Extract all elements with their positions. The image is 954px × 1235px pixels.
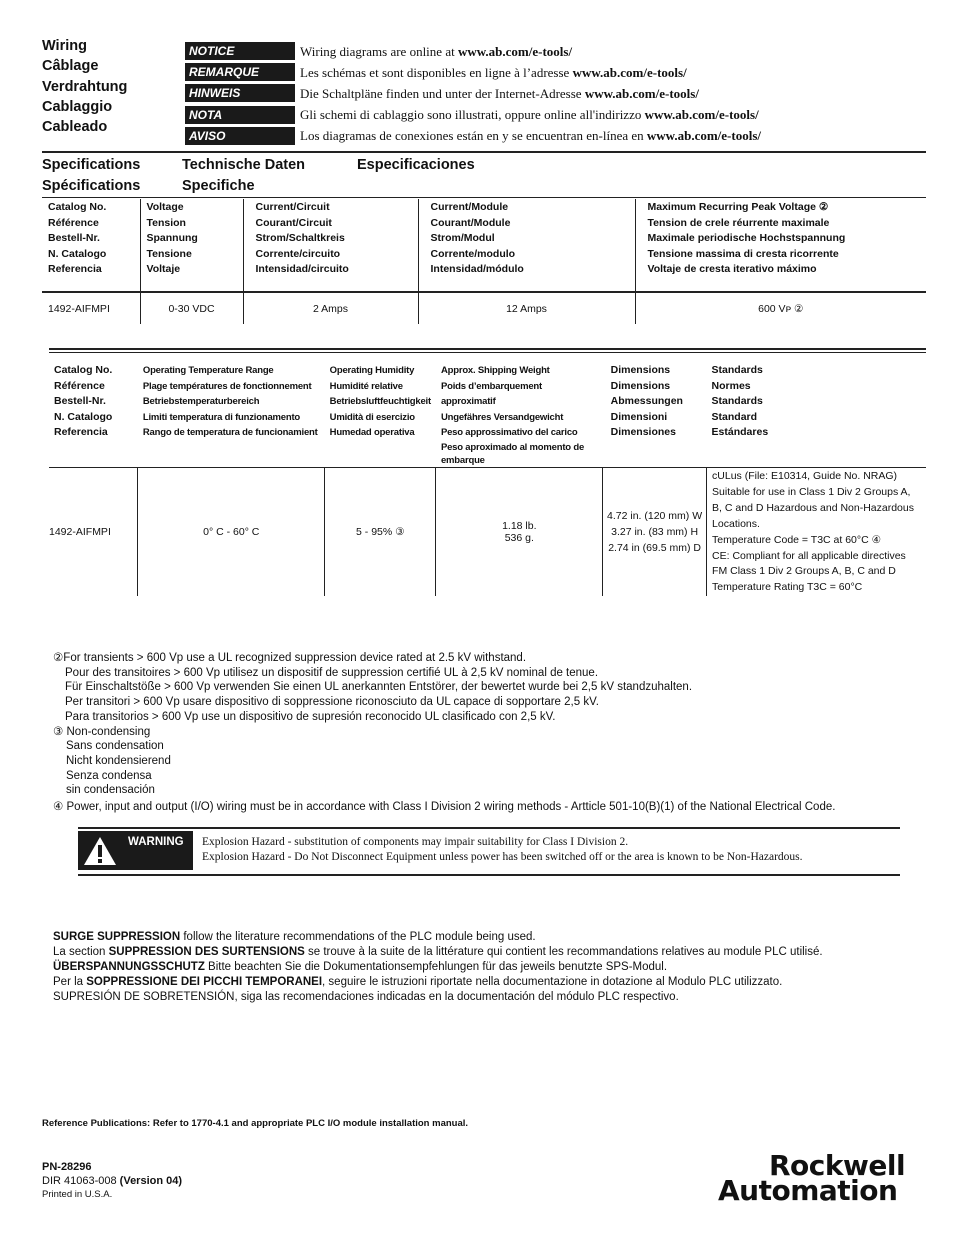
notice-row [185,105,761,126]
header-dimensions: Dimensions Dimensions Abmessungen Dimensioni Dimensiones [610,364,683,439]
header-current-circuit: Current/Circuit Courant/Circuit Strom/Schaltkreis Corrente/circuito Intensidad/circuito [243,199,418,292]
warning-label: WARNING [128,836,184,848]
notice-label: NOTICE [185,42,295,61]
header-current-module: Current/Module Courant/Module Strom/Modul Corrente/modulo Intensidad/módulo [418,199,635,292]
header-standards: Standards Normes Standards Standard Estándares [711,364,769,439]
surge-line: SURGE SUPPRESSION follow the literature recommendations of the PLC module being used. [53,931,536,943]
dir-number: DIR 41063-008 (Version 04) [42,1175,183,1187]
e-tools-link[interactable]: www.ab.com/e-tools/ [584,85,699,101]
header-peak-voltage: Maximum Recurring Peak Voltage ② Tension de crele réurrente maximale Maximale periodische Hochstspannung Tensione massima di cresta ricorrente Voltaje de cresta iterativo máximo [635,199,926,292]
warning-box [78,827,900,876]
e-tools-link[interactable]: www.ab.com/e-tools/ [644,107,759,123]
header-catalog: Catalog No. Référence Bestell-Nr. N. Catalogo Referencia [54,364,113,439]
header-humidity: Operating Humidity Humidité relative Betriebsluftfeuchtigkeit Umidità di esercizio Humedad operativa [329,365,431,439]
table-header-row [42,199,926,292]
table-row [49,467,926,596]
cell-current-module: 12 Amps [418,292,635,324]
notice-row [185,126,761,147]
e-tools-link[interactable]: www.ab.com/e-tools/ [457,43,573,59]
footnote-3-es: sin condensación [66,784,155,797]
surge-suppression [53,930,823,1005]
cell-current-circuit: 2 Amps [243,292,418,324]
footnote-3-it: Senza condensa [66,769,152,782]
spec-table-physical [49,362,926,596]
footnote-3: ③ Non-condensing [53,725,151,738]
e-tools-link[interactable]: www.ab.com/e-tools/ [572,64,687,80]
notice-text: Gli schemi di cablaggio sono illustrati, oppure online all'indirizzo www.ab.com/e-tools/ [300,107,759,123]
notice-label: HINWEIS [185,84,295,103]
notice-row [185,41,761,62]
wiring-title: Cablaggio [42,98,113,115]
surge-line: SUPRESIÓN DE SOBRETENSIÓN, siga las recomendaciones indicadas en la documentación del módulo PLC respectivo. [53,991,679,1003]
e-tools-link[interactable]: www.ab.com/e-tools/ [646,128,761,144]
logo-line: Automation [718,1174,898,1207]
divider [42,197,926,198]
header-weight: Approx. Shipping Weight Poids d’embarquement approximatif Ungefähres Versandgewicht Peso approssimativo del carico Peso aproximado al momento de embarque [440,365,585,466]
wiring-title: Verdrahtung [42,78,128,95]
document-footer [42,1160,182,1202]
part-number: PN-28296 [42,1161,92,1173]
spec-heading: Spécifications [42,178,141,194]
notice-row [185,62,761,83]
cell-catalog: 1492-AIFMPI [48,302,110,315]
logo-line: Rockwell [769,1149,906,1182]
notice-list [185,41,761,147]
notice-label: NOTA [185,106,295,125]
warning-badge [78,831,193,870]
spec-heading: Technische Daten [182,157,306,173]
footnote-3-fr: Sans condensation [66,740,164,753]
cell-dimensions: 4.72 in. (120 mm) W 3.27 in. (83 mm) H 2.74 in (69.5 mm) D [603,467,707,596]
rockwell-logo [718,1149,906,1207]
notice-text: Los diagramas de conexiones están en y se encuentran en-línea en www.ab.com/e-tools/ [300,128,761,144]
warning-triangle-icon [83,836,117,866]
spec-heading: Specifications [42,157,141,173]
warning-text: Explosion Hazard - substitution of components may impair suitability for Class I Division 2. Explosion Hazard - Do Not Disconnect Equipment unless power has been switched off or the area is known to be Non-Hazardous. [202,836,803,863]
notice-row [185,83,761,104]
footnote-2-fr: Pour des transitoires > 600 Vp utilisez un dispositif de suppression certifié UL à 2,5 kV nominal de tenue. [65,666,599,679]
header-temperature: Operating Temperature Range Plage températures de fonctionnement Betriebstemperaturbereich Limiti temperatura di funzionamento Rango de temperatura de funcionamient [142,365,318,439]
wiring-title: Cableado [42,119,108,136]
cell-temperature: 0° C - 60° C [138,467,325,596]
footnote-2-it: Per transitori > 600 Vp usare dispositivo di soppressione riconosciuto da UL capace di sopportare 2,5 kV. [65,696,599,709]
footnote-3-de: Nicht kondensierend [66,754,171,767]
cell-humidity: 5 - 95% ③ [325,467,436,596]
surge-line: Per la SOPPRESSIONE DEI PICCHI TEMPORANEI, seguire le istruzioni riportate nella documentazione in dotazione al Modulo PLC utilizzato. [53,976,783,988]
cell-catalog: 1492-AIFMPI [49,526,111,539]
wiring-title: Câblage [42,58,99,75]
table-header-row [49,362,926,467]
cell-peak-voltage: 600 Vᴘ ② [635,292,926,324]
wiring-title: Wiring [42,38,87,54]
cell-standards: cULus (File: E10314, Guide No. NRAG) Suitable for use in Class 1 Div 2 Groups A, B, C and D Hazardous and Non-Hazardous Locations. Temperature Code = T3C at 60°C ④ CE: Compliant for all applicable directives FM Class 1 Div 2 Groups A, B, C and D Temperature Rating T3C = 60°C [707,467,926,596]
printed-in: Printed in U.S.A. [42,1189,113,1200]
reference-publications: Reference Publications: Refer to 1770-4.1 and appropriate PLC I/O module installation manual. [42,1118,469,1129]
footnote-2-de: Für Einschaltstöße > 600 Vp verwenden Sie einen UL anerkannten Entstörer, der bewertet wurde bei 2,5 kV standzuhalten. [65,681,693,694]
cell-weight: 1.18 lb. 536 g. [436,467,603,596]
surge-line: La section SUPPRESSION DES SURTENSIONS se trouve à la suite de la littérature qui contient les recommandations relatives au module PLC utilisé. [53,946,823,958]
spec-heading: Especificaciones [357,157,475,173]
table-row [42,292,926,324]
header-catalog: Catalog No. Référence Bestell-Nr. N. Catalogo Referencia [48,201,107,276]
notice-text: Les schémas et sont disponibles en ligne à l’adresse www.ab.com/e-tools/ [300,64,687,80]
footnote-2-es: Para transitorios > 600 Vp use un dispositivo de supresión reconocido UL clasificado con 2,5 kV. [65,710,556,723]
divider [49,348,926,350]
spec-table-electrical [42,199,926,324]
spec-heading: Specifiche [182,178,255,194]
cell-voltage: 0-30 VDC [140,292,243,324]
notice-label: REMARQUE [185,63,295,82]
notice-label: AVISO [185,127,295,146]
footnote-2: ②For transients > 600 Vp use a UL recognized suppression device rated at 2.5 kV withstand. [53,652,527,664]
divider [42,151,926,153]
surge-line: ÜBERSPANNUNGSSCHUTZ Bitte beachten Sie die Dokumentationsempfehlungen für das jeweils benutzte SPS-Modul. [53,961,668,973]
divider [49,352,926,353]
notice-text: Wiring diagrams are online at www.ab.com/e-tools/ [300,43,573,59]
footnotes [53,651,835,815]
notice-text: Die Schaltpläne finden und unter der Internet-Adresse www.ab.com/e-tools/ [300,85,699,101]
wiring-titles [42,36,127,137]
header-voltage: Voltage Tension Spannung Tensione Voltaje [140,199,243,292]
footnote-4: ④ Power, input and output (I/O) wiring must be in accordance with Class I Division 2 wiring methods - Artticle 501-10(B)(1) of the National Electrical Code. [53,801,836,814]
